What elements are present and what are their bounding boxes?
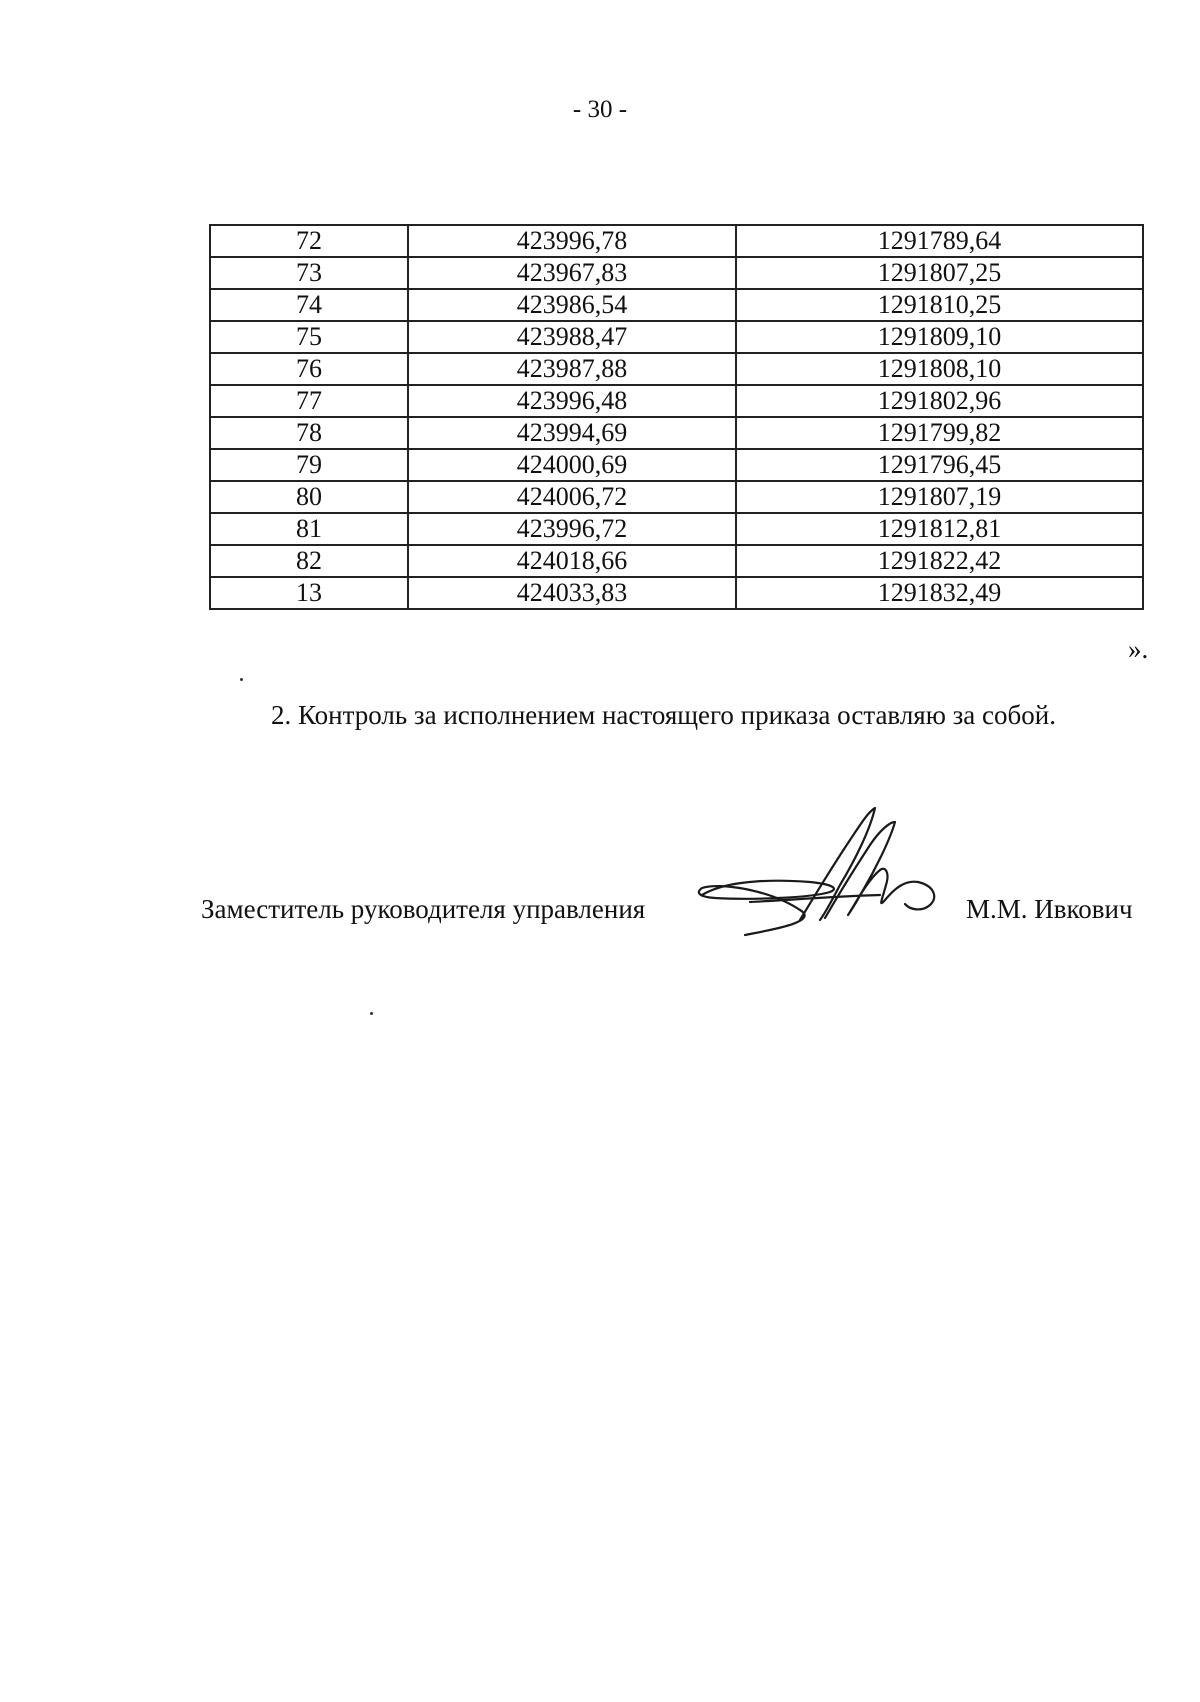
table-row: [210, 321, 1143, 353]
point-number-cell: 76: [210, 353, 408, 385]
table-row: [210, 257, 1143, 289]
table-row: [210, 481, 1143, 513]
table-row: [210, 577, 1143, 609]
x-coordinate-cell: 424006,72: [408, 481, 736, 513]
coordinates-table: [209, 224, 1144, 610]
point-number-cell: 82: [210, 545, 408, 577]
signer-title: Заместитель руководителя управления: [201, 894, 646, 924]
y-coordinate-cell: 1291812,81: [736, 513, 1143, 545]
point-number-cell: 79: [210, 449, 408, 481]
y-coordinate-cell: 1291808,10: [736, 353, 1143, 385]
point-number-cell: 74: [210, 289, 408, 321]
page-number: - 30 -: [572, 96, 628, 123]
y-coordinate-cell: 1291789,64: [736, 225, 1143, 257]
x-coordinate-cell: 423986,54: [408, 289, 736, 321]
y-coordinate-cell: 1291796,45: [736, 449, 1143, 481]
table-row: [210, 289, 1143, 321]
x-coordinate-cell: 423996,78: [408, 225, 736, 257]
table-row: [210, 385, 1143, 417]
point-number-cell: 80: [210, 481, 408, 513]
y-coordinate-cell: 1291810,25: [736, 289, 1143, 321]
x-coordinate-cell: 424000,69: [408, 449, 736, 481]
point-number-cell: 73: [210, 257, 408, 289]
point-number-cell: 77: [210, 385, 408, 417]
closing-quote: ».: [1128, 634, 1149, 664]
table-row: [210, 545, 1143, 577]
point-number-cell: 78: [210, 417, 408, 449]
x-coordinate-cell: 423996,48: [408, 385, 736, 417]
table-row: [210, 513, 1143, 545]
coordinates-table-body: [210, 225, 1143, 609]
x-coordinate-cell: 424018,66: [408, 545, 736, 577]
x-coordinate-cell: 423967,83: [408, 257, 736, 289]
x-coordinate-cell: 423994,69: [408, 417, 736, 449]
table-row: [210, 449, 1143, 481]
y-coordinate-cell: 1291807,19: [736, 481, 1143, 513]
y-coordinate-cell: 1291802,96: [736, 385, 1143, 417]
y-coordinate-cell: 1291809,10: [736, 321, 1143, 353]
y-coordinate-cell: 1291799,82: [736, 417, 1143, 449]
x-coordinate-cell: 423996,72: [408, 513, 736, 545]
table-row: [210, 417, 1143, 449]
table-row: [210, 353, 1143, 385]
control-paragraph: 2. Контроль за исполнением настоящего приказа оставляю за собой.: [271, 700, 1056, 730]
point-number-cell: 75: [210, 321, 408, 353]
point-number-cell: 72: [210, 225, 408, 257]
x-coordinate-cell: 423987,88: [408, 353, 736, 385]
y-coordinate-cell: 1291832,49: [736, 577, 1143, 609]
signer-name: М.М. Ивкович: [966, 894, 1133, 924]
stray-mark: [370, 1012, 373, 1015]
x-coordinate-cell: 424033,83: [408, 577, 736, 609]
x-coordinate-cell: 423988,47: [408, 321, 736, 353]
y-coordinate-cell: 1291807,25: [736, 257, 1143, 289]
table-row: [210, 225, 1143, 257]
y-coordinate-cell: 1291822,42: [736, 545, 1143, 577]
point-number-cell: 13: [210, 577, 408, 609]
point-number-cell: 81: [210, 513, 408, 545]
handwritten-signature: [690, 800, 950, 950]
stray-mark: [240, 678, 243, 681]
